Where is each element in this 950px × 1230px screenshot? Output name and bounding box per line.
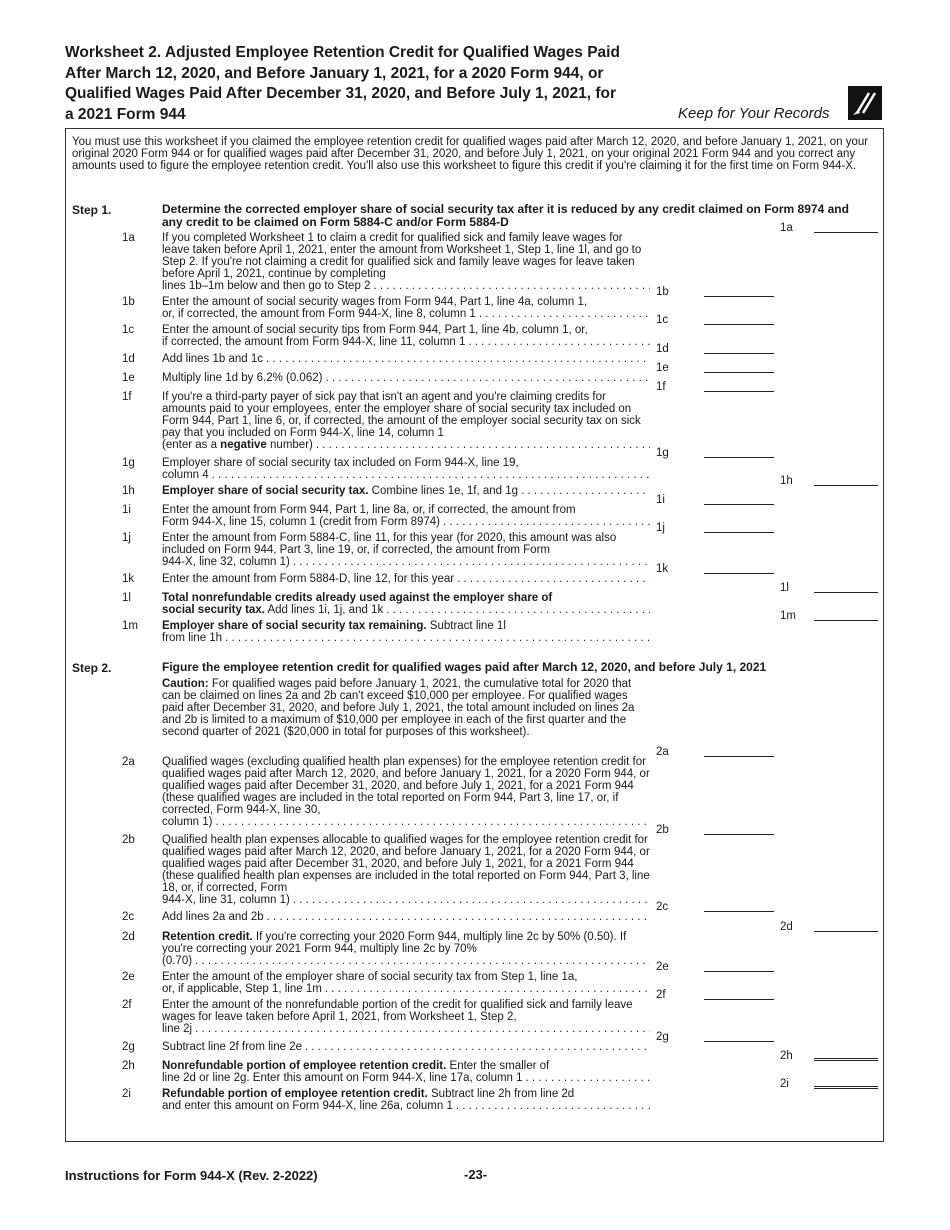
amount-field-1d[interactable] [704, 353, 774, 354]
amount-field-2h[interactable] [814, 1058, 878, 1061]
line-text-bold: Nonrefundable portion of employee retention credit. [162, 1060, 447, 1072]
amount-field-1i[interactable] [704, 504, 774, 505]
caution-text: For qualified wages paid before January 1, 2021, the cumulative total for 2020 that can be claimed on lines 2a and 2b can't exceed $10,000 per employee. For qualified wages paid after December 31, 2020, and before July 1, 2021, the total amount included on lines 2a and 2b is limited to a maximum of $10,000 per employee in each of the first quarter and the second quarter of 2021 ($20,000 in total for purposes of this worksheet). [162, 678, 635, 738]
line-code: 1d [656, 343, 669, 355]
intro-paragraph: You must use this worksheet if you claimed the employee retention credit for qualified wages paid after March 12, 2020, and before January 1, 2021, on your original 2020 Form 944 or for qualified wages paid after December 31, 2020, and before July 1, 2021, on your original 2021 Form 944 and you correct any amounts used to figure the employee retention credit. You'll also use this worksheet to figure this credit if you're claiming it for the first time on Form 944-X. [72, 136, 869, 172]
step2-label: Step 2. [72, 661, 112, 675]
line-code: 1a [780, 222, 793, 234]
line-text-last: line 2d or line 2g. Enter this amount on Form 944-X, line 17a, column 1 [162, 1072, 523, 1084]
line-number: 1b [122, 296, 135, 308]
amount-field-1k[interactable] [704, 573, 774, 574]
line-text: If you're a third-party payer of sick pay that isn't an agent and you're claiming credits for amounts paid to your employees, enter the employer share of social security tax included on Form 944, Part 1, line 6, or, if corrected, the amount of the employer social security tax on sick pay that you included on Form 944-X, line 14, column 1 [162, 391, 641, 439]
line-text-last: Subtract line 2f from line 2e [162, 1041, 302, 1053]
step1-label: Step 1. [72, 203, 112, 217]
line-code: 1e [656, 362, 669, 374]
line-text: Enter the amount from Form 5884-C, line 11, for this year (for 2020, this amount was also included on Form 944, Part 3, line 19, or, if corrected, the amount from Form [162, 532, 617, 556]
line-code: 2g [656, 1031, 669, 1043]
line-number: 2e [122, 971, 135, 983]
line-number: 1e [122, 372, 135, 384]
amount-field-2c[interactable] [704, 911, 774, 912]
line-number: 1i [122, 504, 131, 516]
line-code: 2h [780, 1050, 793, 1062]
line-text: If you're correcting your 2020 Form 944, multiply line 2c by 50% (0.50). If you're correcting your 2021 Form 944, multiply line 2c by 70% [162, 931, 627, 955]
line-text: Enter the smaller of [446, 1060, 550, 1072]
footer-page-number: -23- [464, 1167, 488, 1182]
line-text: Employer share of social security tax included on Form 944-X, line 19, [162, 457, 519, 469]
line-number: 2g [122, 1041, 135, 1053]
line-text-bold-last: social security tax. [162, 604, 265, 616]
line-text-last: or, if corrected, the amount from Form 944-X, line 8, column 1 [162, 308, 476, 320]
line-text: If you completed Worksheet 1 to claim a credit for qualified sick and family leave wages for leave taken before April 1, 2021, enter the amount from Worksheet 1, Step 1, line 1l, and go to Step 2. If you're not claiming a credit for qualified sick and family leave wages for leave taken before April 1, 2021, continue by completing [162, 232, 642, 280]
line-code: 2d [780, 921, 793, 933]
amount-field-1f[interactable] [704, 391, 774, 392]
line-code: 1g [656, 447, 669, 459]
line-number: 1m [122, 620, 138, 632]
caution-label: Caution: [162, 678, 209, 690]
line-text-pre: (enter as a [162, 439, 221, 451]
line-number: 2a [122, 756, 135, 768]
line-text-bold: Refundable portion of employee retention credit. [162, 1088, 428, 1100]
line-text: Enter the amount of the nonrefundable portion of the credit for qualified sick and family leave wages for leave taken before April 1, 2021, from Worksheet 1, Step 2, [162, 999, 633, 1023]
line-number: 2d [122, 931, 135, 943]
line-text-bold: Employer share of social security tax. [162, 485, 369, 497]
line-text-bold: Retention credit. [162, 931, 253, 943]
amount-field-2f[interactable] [704, 999, 774, 1000]
line-text-last: (0.70) [162, 955, 193, 967]
line-text-last: lines 1b–1m below and then go to Step 2 [162, 280, 371, 292]
amount-field-1h[interactable] [814, 485, 878, 486]
line-code: 1m [780, 610, 796, 622]
line-code: 1l [780, 582, 789, 594]
amount-field-2g[interactable] [704, 1041, 774, 1042]
line-code: 2f [656, 989, 666, 1001]
line-number: 1a [122, 232, 135, 244]
line-code: 1b [656, 286, 669, 298]
step2-heading: Figure the employee retention credit for qualified wages paid after March 12, 2020, and before July 1, 2021 [162, 660, 767, 674]
line-text-last: 944-X, line 31, column 1) [162, 894, 290, 906]
line-number: 2h [122, 1060, 135, 1072]
line-text-bold: Total nonrefundable credits already used against the employer share of [162, 592, 553, 604]
line-code: 2a [656, 746, 669, 758]
amount-field-2b[interactable] [704, 834, 774, 835]
amount-field-1m[interactable] [814, 620, 878, 621]
amount-field-1l[interactable] [814, 592, 878, 593]
line-code: 2i [780, 1078, 789, 1090]
negative-emphasis: negative [220, 439, 267, 451]
line-text-last: Add lines 1b and 1c [162, 353, 264, 365]
line-code: 1j [656, 522, 665, 534]
line-text: Qualified wages (excluding qualified health plan expenses) for the employee retention credit for qualified wages paid after March 12, 2020, and before January 1, 2021, for a 2020 Form 944, or qualified wages paid after December 31, 2020, and before July 1, 2021, for a 2021 Form 944 (these qualified wages are included in the total reported on Form 944, Part 3, line 17, or, if corrected, Form 944-X, line 30, [162, 756, 650, 816]
line-text-last: 944-X, line 32, column 1) [162, 556, 290, 568]
keep-for-records-label: Keep for Your Records [678, 105, 830, 122]
line-text-last: column 1) [162, 816, 213, 828]
amount-field-2d[interactable] [814, 931, 878, 932]
amount-field-1j[interactable] [704, 532, 774, 533]
line-text: Qualified health plan expenses allocable to qualified wages for the employee retention credit for qualified wages paid after March 12, 2020, and before January 1, 2021, for a 2020 Form 944, or qualified wages paid after December 31, 2020, and before July 1, 2021, for a 2021 Form 944 (these qualified health plan expenses are included in the total reported on Form 944, Part 3, line 18, or, if corrected, Form [162, 834, 650, 894]
line-number: 1g [122, 457, 135, 469]
line-text-last: or, if applicable, Step 1, line 1m [162, 983, 322, 995]
amount-field-1e[interactable] [704, 372, 774, 373]
line-text-last: and enter this amount on Form 944-X, line 26a, column 1 [162, 1100, 453, 1112]
amount-field-2e[interactable] [704, 971, 774, 972]
line-code: 1c [656, 314, 669, 326]
line-number: 2f [122, 999, 132, 1011]
line-code: 2b [656, 824, 669, 836]
amount-field-1b[interactable] [704, 296, 774, 297]
caution-note [162, 678, 652, 738]
line-text-last: line 2j [162, 1023, 193, 1035]
line-text-last: Enter the amount from Form 5884-D, line 12, for this year [162, 573, 455, 585]
worksheet-title: Worksheet 2. Adjusted Employee Retention Credit for Qualified Wages Paid After March 12, 2020, and Before January 1, 2021, for a 2020 Form 944, or Qualified Wages Paid After December 31, 2020, and Before July 1, 2021, for a 2021 Form 944 [65, 44, 620, 123]
line-text-post: number) [266, 439, 313, 451]
line-number: 2c [122, 911, 135, 923]
line-number: 1l [122, 592, 131, 604]
line-code: 1h [780, 475, 793, 487]
line-number: 1d [122, 353, 135, 365]
line-text: Subtract line 1l [426, 620, 506, 632]
amount-field-2a[interactable] [704, 756, 774, 757]
line-number: 1j [122, 532, 131, 544]
line-text-last: column 4 [162, 469, 209, 481]
line-text: Enter the amount of social security wages from Form 944, Part 1, line 4a, column 1, [162, 296, 588, 308]
line-text: Subtract line 2h from line 2d [427, 1088, 575, 1100]
line-text-last: Add lines 1i, 1j, and 1k [264, 604, 384, 616]
line-text-last: if corrected, the amount from Form 944-X, line 11, column 1 [162, 336, 466, 348]
amount-field-2i[interactable] [814, 1086, 878, 1089]
line-text-bold: Employer share of social security tax remaining. [162, 620, 427, 632]
amount-field-1c[interactable] [704, 324, 774, 325]
line-number: 1k [122, 573, 135, 585]
step1-heading: Determine the corrected employer share of social security tax after it is reduced by any credit claimed on Form 8974 and any credit to be claimed on Form 5884-C and/or Form 5884-D [162, 202, 849, 229]
line-code: 2c [656, 901, 669, 913]
line-text-last: from line 1h [162, 632, 223, 644]
line-text-last: Add lines 2a and 2b [162, 911, 264, 923]
line-code: 1k [656, 563, 669, 575]
line-number: 1f [122, 391, 132, 403]
line-code: 2e [656, 961, 669, 973]
line-text-last: Form 944-X, line 15, column 1 (credit from Form 8974) [162, 516, 441, 528]
line-text: Enter the amount from Form 944, Part 1, line 8a, or, if corrected, the amount from [162, 504, 576, 516]
amount-field-1a[interactable] [814, 232, 878, 233]
line-number: 2b [122, 834, 135, 846]
line-code: 1f [656, 381, 666, 393]
line-text: Enter the amount of the employer share of social security tax from Step 1, line 1a, [162, 971, 578, 983]
line-text-last: Combine lines 1e, 1f, and 1g [368, 485, 519, 497]
line-code: 1i [656, 494, 665, 506]
line-text-last: Multiply line 1d by 6.2% (0.062) [162, 372, 323, 384]
line-text: Enter the amount of social security tips from Form 944, Part 1, line 4b, column 1, or, [162, 324, 588, 336]
line-number: 2i [122, 1088, 131, 1100]
pencil-icon [848, 86, 882, 120]
line-number: 1h [122, 485, 135, 497]
line-number: 1c [122, 324, 135, 336]
footer-form-name: Instructions for Form 944-X (Rev. 2-2022) [65, 1168, 318, 1183]
amount-field-1g[interactable] [704, 457, 774, 458]
